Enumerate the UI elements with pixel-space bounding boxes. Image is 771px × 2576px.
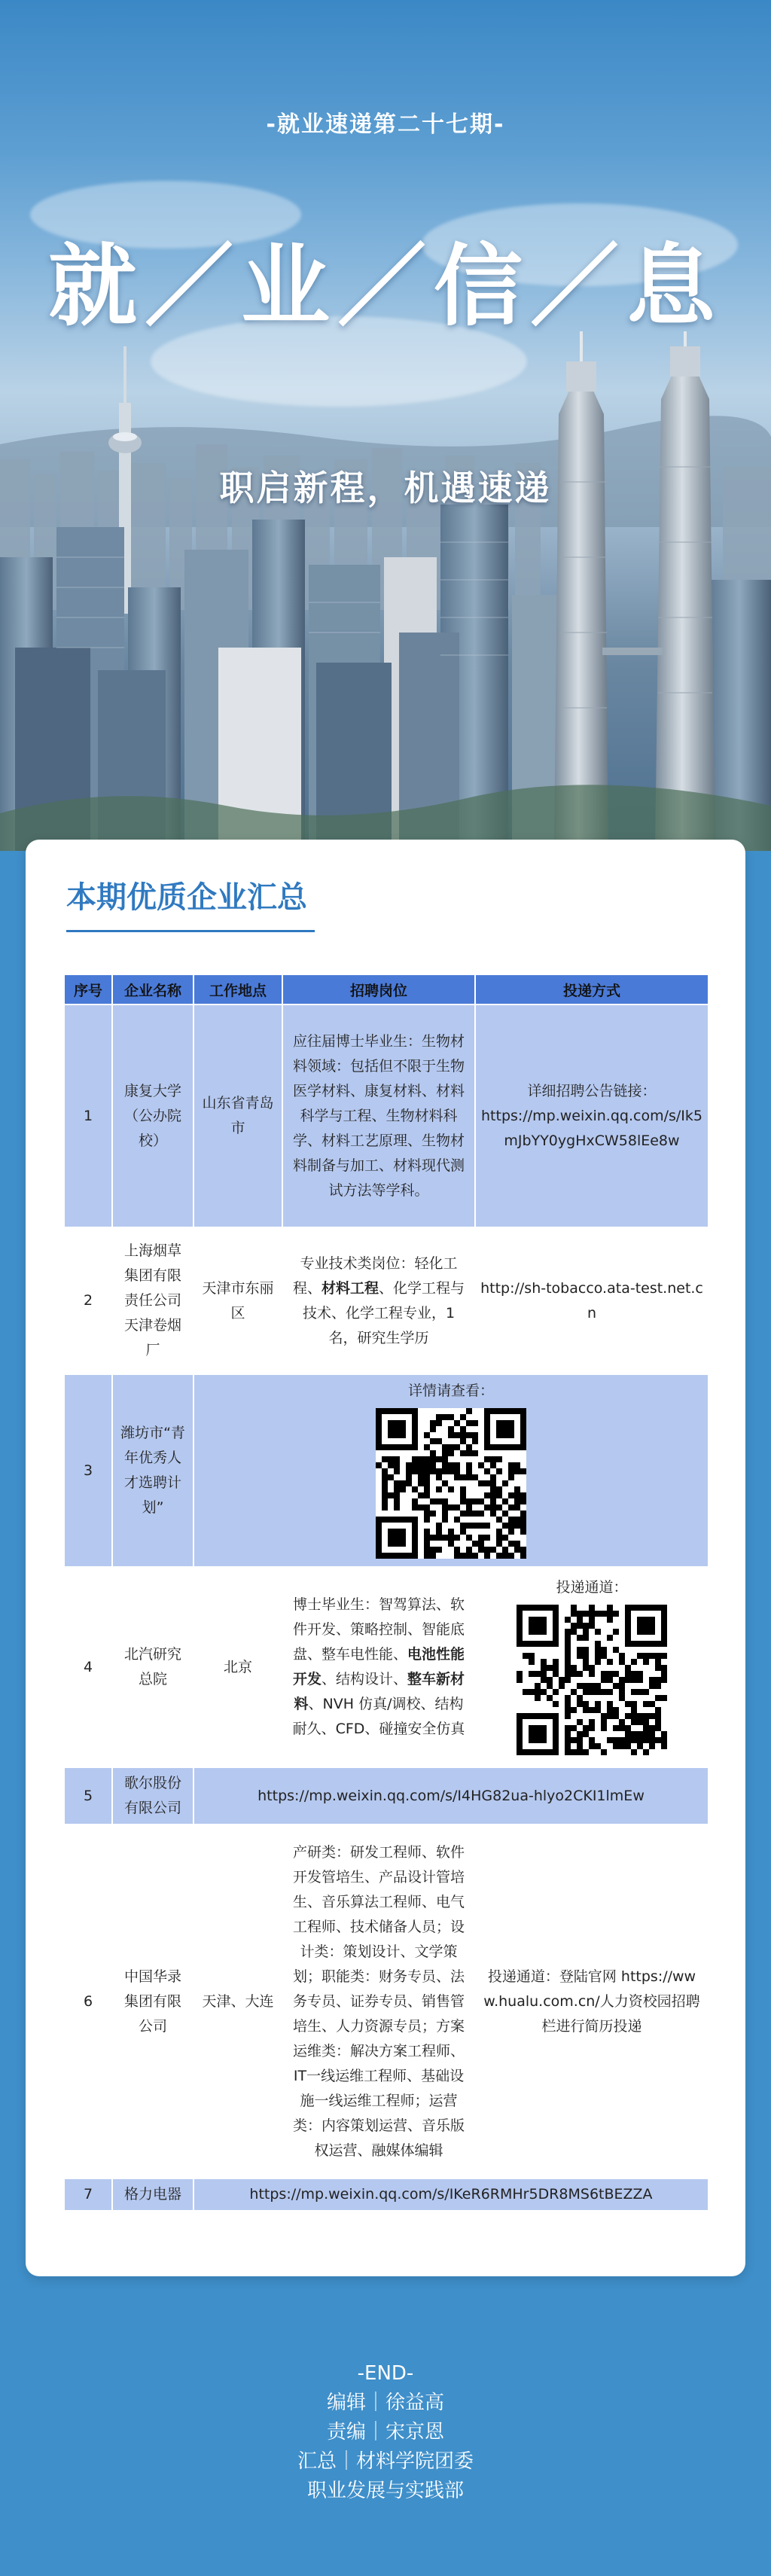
twin-towers xyxy=(554,331,715,851)
table-row xyxy=(64,1004,709,1227)
row-no: 5 xyxy=(64,1767,112,1825)
footer-dept: 职业发展与实践部 xyxy=(306,2480,464,2502)
table-row xyxy=(64,1767,709,1825)
row-no: 6 xyxy=(64,1825,112,2178)
footer-end: -END- xyxy=(357,2362,414,2385)
row-company: 格力电器 xyxy=(112,2178,194,2211)
row-location: 北京 xyxy=(194,1567,282,1767)
section-title: 本期优质企业汇总 xyxy=(66,880,307,915)
row-positions xyxy=(282,1227,475,1374)
header-location: 工作地点 xyxy=(194,974,282,1004)
qr-code-icon[interactable] xyxy=(517,1605,667,1755)
header-positions: 招聘岗位 xyxy=(282,974,475,1004)
row-no: 1 xyxy=(64,1004,112,1227)
apply-link[interactable]: http://sh-tobacco.ata-test.net.cn xyxy=(480,1279,703,1322)
title-underline xyxy=(66,930,315,932)
positions-highlight: 材料工程 xyxy=(321,1279,379,1297)
row-company: 中国华录集团有限公司 xyxy=(112,1825,194,2178)
issue-label: -就业速递第二十七期- xyxy=(266,111,505,138)
row-apply xyxy=(194,2178,709,2211)
job-table xyxy=(63,974,709,2212)
positions-text: 、结构设计、 xyxy=(321,1671,407,1687)
apply-label: 投递通道： xyxy=(556,1578,628,1596)
row-no: 7 xyxy=(64,2178,112,2211)
city-skyline-illustration xyxy=(0,331,771,851)
positions-text: 博士毕业生：智驾算法、软件开发、策略控制、智能底盘、整车电性能、 xyxy=(292,1596,465,1663)
row-company: 上海烟草集团有限责任公司天津卷烟厂 xyxy=(112,1227,194,1374)
row-no: 3 xyxy=(64,1374,112,1567)
header-no: 序号 xyxy=(64,974,112,1004)
row-apply xyxy=(194,1374,709,1567)
row-no: 4 xyxy=(64,1567,112,1767)
row-positions: 产研类：研发工程师、软件开发管培生、产品设计管培生、音乐算法工程师、电气工程师、技术储备人员；设计类：策划设计、文学策划；职能类：财务专员、法务专员、证券专员、销售管培生、人力资源专员；方案运维类：解决方案工程师、IT一线运维工程师、基础设施一线运维工程师；运营类：内容策划运营、音乐版权运营、融媒体编辑 xyxy=(282,1825,475,2178)
row-apply xyxy=(475,1004,709,1227)
apply-link[interactable]: https://mp.weixin.qq.com/s/IKeR6RMHr5DR8MS6tBEZZA xyxy=(249,2186,653,2203)
table-row xyxy=(64,1227,709,1374)
table-row xyxy=(64,2178,709,2211)
apply-link[interactable]: https://mp.weixin.qq.com/s/Ik5mJbYY0ygHxCW58lEe8w xyxy=(481,1107,702,1149)
row-positions xyxy=(282,1567,475,1767)
positions-highlight: 电池性能开发 xyxy=(292,1646,465,1687)
positions-text: 专业技术类岗位：轻化工程、 xyxy=(292,1254,458,1297)
footer-reviewer: 责编｜宋京恩 xyxy=(326,2421,444,2443)
qr-code-icon[interactable] xyxy=(376,1408,526,1559)
row-location: 山东省青岛市 xyxy=(194,1004,282,1227)
apply-label: 详情请查看： xyxy=(407,1382,494,1399)
page-title: 就／业／信／息 xyxy=(47,234,723,338)
positions-text: 、NVH 仿真/调校、结构耐久、CFD、碰撞安全仿真 xyxy=(292,1696,465,1737)
row-apply xyxy=(194,1767,709,1825)
row-location: 天津市东丽区 xyxy=(194,1227,282,1374)
footer xyxy=(0,2359,771,2506)
row-company: 潍坊市“青年优秀人才选聘计划” xyxy=(112,1374,194,1567)
row-company: 北汽研究总院 xyxy=(112,1567,194,1767)
apply-link[interactable]: 投递通道：登陆官网 https://www.hualu.com.cn/人力资校园招聘栏进行简历投递 xyxy=(483,1968,700,2035)
row-company: 康复大学（公办院校） xyxy=(112,1004,194,1227)
table-row xyxy=(64,1567,709,1767)
positions-highlight: 整车新材料 xyxy=(294,1671,465,1712)
positions-text: 、化学工程与技术、化学工程专业，1 名，研究生学历 xyxy=(302,1279,465,1346)
table-header-row xyxy=(64,974,709,1004)
apply-label: 详细招聘公告链接： xyxy=(527,1082,657,1099)
row-company: 歌尔股份有限公司 xyxy=(112,1767,194,1825)
table-row xyxy=(64,1825,709,2178)
row-apply xyxy=(475,1227,709,1374)
row-apply xyxy=(475,1567,709,1767)
row-no: 2 xyxy=(64,1227,112,1374)
row-positions: 应往届博士毕业生：生物材料领域：包括但不限于生物医学材料、康复材料、材料科学与工程、生物材料科学、材料工艺原理、生物材料制备与加工、材料现代测试方法等学科。 xyxy=(282,1004,475,1227)
row-apply xyxy=(475,1825,709,2178)
header-apply: 投递方式 xyxy=(475,974,709,1004)
footer-compiler: 汇总｜材料学院团委 xyxy=(297,2450,474,2473)
table-row xyxy=(64,1374,709,1567)
row-location: 天津、大连 xyxy=(194,1825,282,2178)
slogan: 职启新程，机遇速递 xyxy=(219,468,552,508)
header-company: 企业名称 xyxy=(112,974,194,1004)
content-card xyxy=(26,840,745,2276)
hero-banner xyxy=(0,0,771,851)
apply-link[interactable]: https://mp.weixin.qq.com/s/I4HG82ua-hlyo2CKI1lmEw xyxy=(258,1787,645,1804)
footer-editor: 编辑｜徐益高 xyxy=(326,2392,444,2414)
